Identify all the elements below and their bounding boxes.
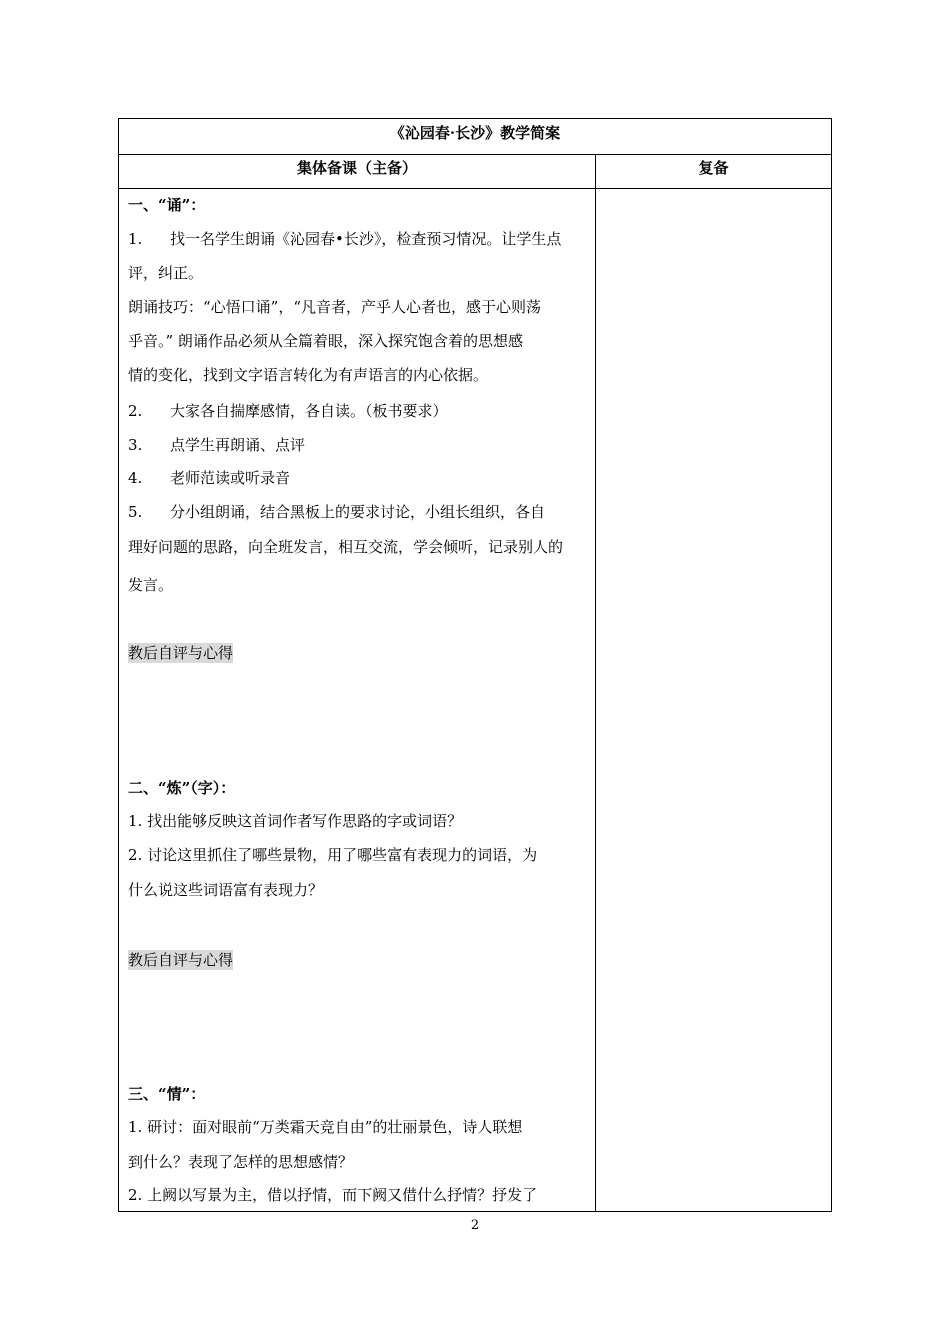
section-2-item-2-cont: 什么说这些词语富有表现力？ <box>128 881 324 899</box>
section-1-item-5-cont-2: 发言。 <box>128 576 174 594</box>
section-1-tip-line-2: 乎音。” 朗诵作品必须从全篇着眼，深入探究饱含着的思想感 <box>128 332 523 350</box>
column-divider <box>595 155 596 1211</box>
header-row <box>119 155 831 189</box>
section-1-tip-line-1: 朗诵技巧：“心悟口诵”，“凡音者，产乎人心者也，感于心则荡 <box>128 298 542 316</box>
page-number: 2 <box>470 1218 480 1233</box>
section-3-item-2: 2. 上阙以写景为主，借以抒情，而下阙又借什么抒情？抒发了 <box>128 1186 538 1204</box>
section-2-heading: 二、“炼”（字）： <box>128 779 236 797</box>
title-row <box>119 119 831 155</box>
section-1-item-3: 3. 点学生再朗诵、点评 <box>128 436 306 454</box>
review-notes-column <box>597 189 830 1209</box>
section-1-item-1-cont: 评，纠正。 <box>128 264 204 282</box>
section-3-item-1-cont: 到什么？表现了怎样的思想感情？ <box>128 1153 354 1171</box>
section-1-heading: 一、“诵”： <box>128 196 206 214</box>
section-1-tip-line-3: 情的变化，找到文字语言转化为有声语言的内心依据。 <box>128 366 489 384</box>
side-column-header: 复备 <box>698 159 729 177</box>
section-3-heading: 三、“情”： <box>128 1085 206 1103</box>
section-1-item-5-cont-1: 理好问题的思路，向全班发言，相互交流，学会倾听，记录别人的 <box>128 538 564 556</box>
main-column-header: 集体备课（主备） <box>296 159 417 177</box>
section-1-item-1: 1. 找一名学生朗诵《沁园春•长沙》，检查预习情况。让学生点 <box>128 230 562 248</box>
section-1-item-4: 4. 老师范读或听录音 <box>128 469 291 487</box>
document-title: 《沁园春·长沙》教学简案 <box>389 124 561 142</box>
section-1-item-2: 2. 大家各自揣摩感情，各自读。（板书要求） <box>128 402 448 420</box>
section-2-reflection-label: 教后自评与心得 <box>128 951 234 969</box>
section-1-reflection-label: 教后自评与心得 <box>128 644 234 662</box>
section-3-item-1: 1. 研讨：面对眼前“万类霜天竞自由”的壮丽景色，诗人联想 <box>128 1118 523 1136</box>
lesson-plan-table <box>118 118 832 1212</box>
section-1-item-5: 5. 分小组朗诵，结合黑板上的要求讨论，小组长组织，各自 <box>128 503 546 521</box>
section-2-item-1: 1. 找出能够反映这首词作者写作思路的字或词语？ <box>128 812 463 830</box>
section-2-item-2: 2. 讨论这里抓住了哪些景物，用了哪些富有表现力的词语，为 <box>128 846 538 864</box>
